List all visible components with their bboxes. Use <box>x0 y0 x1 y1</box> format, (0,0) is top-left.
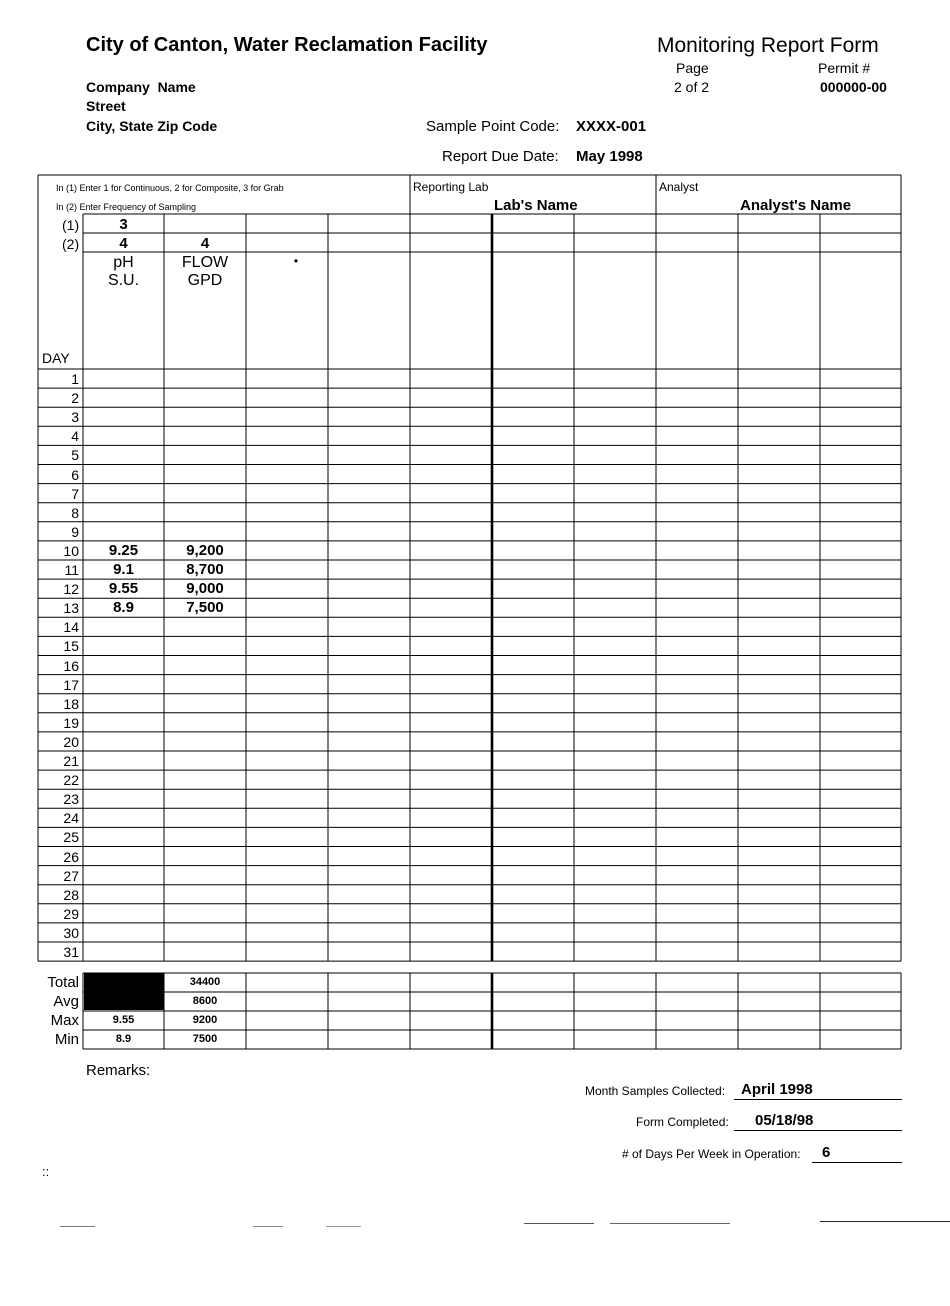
ph-value[interactable]: 8.9 <box>113 599 134 617</box>
form-completed-value: 05/18/98 <box>755 1112 814 1129</box>
day-number: 20 <box>63 733 79 750</box>
city-state-zip: City, State Zip Code <box>86 118 218 134</box>
flow-total-value[interactable]: 34400 <box>189 976 221 988</box>
day-number: 9 <box>71 523 79 540</box>
flow-value[interactable]: 8,700 <box>186 561 224 578</box>
day-number: 11 <box>64 562 79 578</box>
day-number: 25 <box>63 829 79 846</box>
flow-avg-value[interactable]: 8600 <box>192 995 218 1007</box>
report-due-value: May 1998 <box>576 148 643 165</box>
scan-mark <box>610 1223 730 1224</box>
day-number: 19 <box>63 714 79 731</box>
summary-label: Avg <box>53 993 79 1010</box>
ph-min-value[interactable]: 8.9 <box>115 1033 132 1045</box>
report-due-label: Report Due Date: <box>442 148 559 165</box>
day-number: 16 <box>63 657 79 674</box>
param-3-name: • <box>293 254 299 268</box>
days-per-week-underline <box>812 1162 902 1163</box>
form-completed-label: Form Completed: <box>636 1115 729 1129</box>
company-name: Company Name <box>86 79 196 95</box>
day-number: 4 <box>71 428 79 445</box>
day-number: 1 <box>71 371 79 387</box>
day-number: 17 <box>63 676 79 693</box>
summary-label: Total <box>47 974 79 991</box>
day-number: 5 <box>71 447 79 464</box>
day-number: 27 <box>63 867 79 884</box>
form-completed-underline <box>734 1130 902 1131</box>
summary-label: Min <box>54 1031 79 1048</box>
page-label: Page <box>676 60 709 76</box>
day-number: 24 <box>63 810 79 827</box>
param-1-name: pH <box>113 254 134 271</box>
flow-max-value[interactable]: 9200 <box>192 1014 218 1026</box>
param-1-row2: 4 <box>119 235 128 252</box>
scan-mark <box>820 1221 950 1222</box>
param-1-row1: 3 <box>119 216 128 233</box>
day-number: 26 <box>63 848 79 865</box>
reporting-lab-label: Reporting Lab <box>413 180 489 194</box>
month-collected-underline <box>734 1099 902 1100</box>
day-number: 18 <box>63 695 79 712</box>
sample-point-value: XXXX-001 <box>576 118 647 135</box>
scan-mark <box>524 1223 594 1224</box>
param-2-row2: 4 <box>200 235 210 252</box>
flow-value[interactable]: 9,000 <box>186 580 224 598</box>
instruction-2: In (2) Enter Frequency of Sampling <box>56 202 197 212</box>
lab-name: Lab's Name <box>494 197 578 214</box>
blacked-out-cell <box>84 973 164 1010</box>
day-label: DAY <box>42 350 70 366</box>
ph-value[interactable]: 9.25 <box>108 541 139 559</box>
day-number: 22 <box>63 772 79 789</box>
day-number: 7 <box>71 485 79 502</box>
form-title: Monitoring Report Form <box>657 34 879 57</box>
day-number: 8 <box>71 504 79 521</box>
margin-mark: :: <box>42 1164 50 1179</box>
day-number: 28 <box>63 886 79 903</box>
day-number: 14 <box>63 619 79 636</box>
day-number: 21 <box>63 753 79 769</box>
flow-value[interactable]: 7,500 <box>186 599 224 617</box>
permit-value: 000000-00 <box>820 79 887 95</box>
param-2-name: FLOW <box>181 254 229 271</box>
remarks-label: Remarks: <box>86 1062 151 1079</box>
page-value: 2 of 2 <box>674 79 710 95</box>
day-number: 3 <box>71 409 79 426</box>
facility-title: City of Canton, Water Reclamation Facility <box>86 34 488 56</box>
day-number: 30 <box>63 924 79 941</box>
day-number: 31 <box>63 944 79 960</box>
day-number: 10 <box>63 542 79 559</box>
row-2-label: (2) <box>62 236 80 252</box>
analyst-label: Analyst <box>659 180 699 194</box>
ph-value[interactable]: 9.55 <box>108 580 139 598</box>
flow-value[interactable]: 9,200 <box>186 541 224 559</box>
days-per-week-label: # of Days Per Week in Operation: <box>622 1147 801 1161</box>
day-number: 23 <box>63 791 79 808</box>
row-1-label: (1) <box>62 217 80 233</box>
street: Street <box>86 98 126 114</box>
days-per-week-value: 6 <box>822 1144 831 1161</box>
analyst-name: Analyst's Name <box>740 197 852 214</box>
instruction-1: In (1) Enter 1 for Continuous, 2 for Composite, 3 for Grab <box>56 183 284 193</box>
day-number: 12 <box>63 581 79 598</box>
ph-max-value[interactable]: 9.55 <box>112 1014 135 1026</box>
month-collected-value: April 1998 <box>741 1081 813 1098</box>
scan-mark <box>60 1226 95 1227</box>
day-number: 6 <box>71 466 79 483</box>
day-number: 29 <box>63 905 79 922</box>
sample-point-label: Sample Point Code: <box>426 118 560 135</box>
day-number: 2 <box>71 390 79 407</box>
day-number: 13 <box>63 600 79 617</box>
summary-label: Max <box>50 1012 79 1029</box>
permit-label: Permit # <box>818 60 871 76</box>
month-collected-label: Month Samples Collected: <box>585 1084 726 1098</box>
scan-mark <box>326 1226 361 1227</box>
scan-mark <box>253 1226 283 1227</box>
day-number: 15 <box>63 638 79 655</box>
param-1-unit: S.U. <box>107 272 140 289</box>
param-2-unit: GPD <box>187 272 223 289</box>
flow-min-value[interactable]: 7500 <box>192 1033 218 1045</box>
ph-value[interactable]: 9.1 <box>113 561 134 578</box>
